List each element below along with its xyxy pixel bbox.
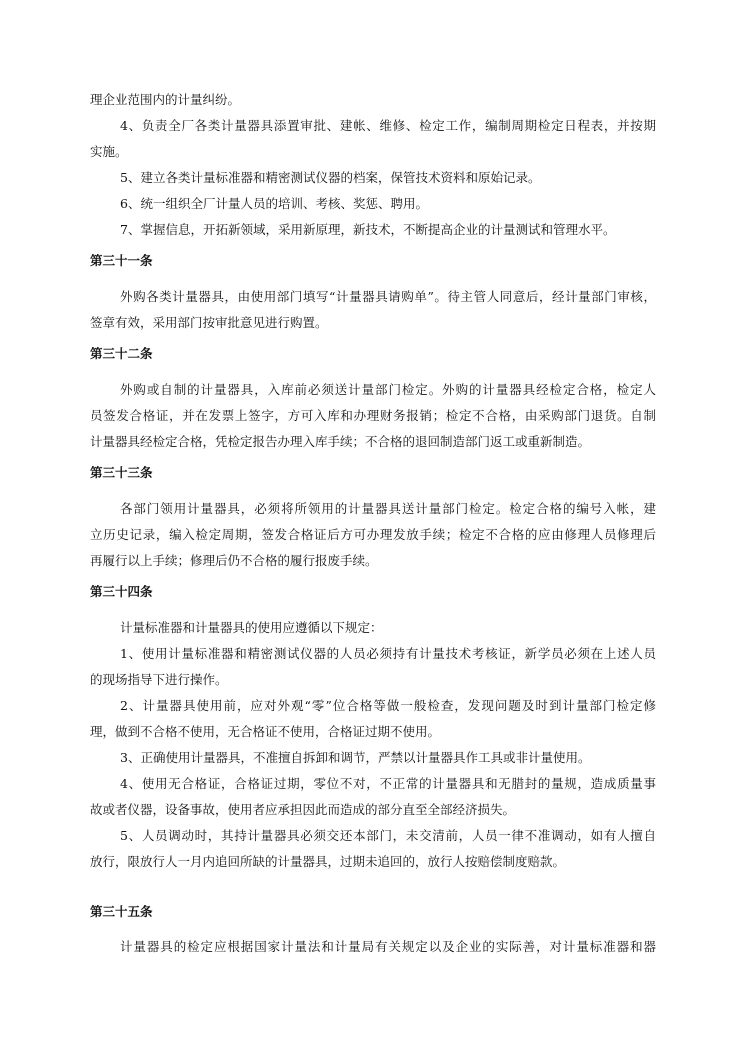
text-line: 立历史记录，编入检定周期，签发合格证后方可办理发放手续；检定不合格的应由修理人员修理后 bbox=[90, 527, 656, 542]
text-line: 再履行以上手续；修理后仍不合格的履行报废手续。 bbox=[90, 553, 378, 568]
text-line: 理企业范围内的计量纠纷。 bbox=[90, 92, 241, 107]
text-line: 5、人员调动时，其持计量器具必须交还本部门，未交清前，人员一律不准调动，如有人擅自 bbox=[120, 828, 656, 843]
text-line: 7、掌握信息，开拓新领域，采用新原理，新技术，不断提高企业的计量测试和管理水平。 bbox=[120, 222, 616, 237]
text-line: 1、使用计量标准器和精密测试仪器的人员必须持有计量技术考核证，新学员必须在上述人员 bbox=[120, 646, 656, 661]
text-line: 的现场指导下进行操作。 bbox=[90, 672, 228, 687]
text-line: 放行，限放行人一月内追回所缺的计量器具，过期未追回的，放行人按赔偿制度赔款。 bbox=[90, 854, 566, 869]
text-line: 签章有效，采用部门按审批意见进行购置。 bbox=[90, 315, 328, 330]
text-line: 4、使用无合格证，合格证过期，零位不对，不正常的计量器具和无腊封的量规，造成质量事 bbox=[120, 776, 656, 791]
article-heading: 第三十四条 bbox=[90, 584, 153, 599]
text-line: 员签发合格证，并在发票上签字，方可入库和办理财务报销；检定不合格，由采购部门退货。自制 bbox=[90, 408, 656, 423]
text-line: 4、负责全厂各类计量器具添置审批、建帐、维修、检定工作，编制周期检定日程表，并按期 bbox=[120, 118, 656, 133]
article-heading: 第三十二条 bbox=[90, 346, 153, 361]
text-line: 5、建立各类计量标准器和精密测试仪器的档案，保管技术资料和原始记录。 bbox=[120, 170, 541, 185]
text-line: 计量器具的检定应根据国家计量法和计量局有关规定以及企业的实际善，对计量标准器和器 bbox=[120, 939, 656, 954]
text-line: 3、正确使用计量器具，不准擅自拆卸和调节，严禁以计量器具作工具或非计量使用。 bbox=[120, 750, 591, 765]
text-line: 外购或自制的计量器具，入库前必须送计量部门检定。外购的计量器具经检定合格，检定人 bbox=[120, 382, 656, 397]
article-heading: 第三十五条 bbox=[90, 904, 153, 919]
article-heading: 第三十一条 bbox=[90, 253, 153, 268]
text-line: 6、统一组织全厂计量人员的培训、考核、奖惩、聘用。 bbox=[120, 196, 428, 211]
text-line: 实施。 bbox=[90, 144, 128, 159]
text-line: 2、计量器具使用前，应对外观“零”位合格等做一般检查，发现问题及时到计量部门检定修 bbox=[120, 698, 656, 713]
text-line: 计量标准器和计量器具的使用应遵循以下规定： bbox=[120, 620, 383, 635]
article-heading: 第三十三条 bbox=[90, 465, 153, 480]
text-line: 各部门领用计量器具，必须将所领用的计量器具送计量部门检定。检定合格的编号入帐，建 bbox=[120, 501, 656, 516]
text-line: 理，做到不合格不使用，无合格证不使用，合格证过期不使用。 bbox=[90, 724, 441, 739]
text-line: 计量器具经检定合格，凭检定报告办理入库手续；不合格的退回制造部门返工或重新制造。 bbox=[90, 434, 591, 449]
text-line: 外购各类计量器具，由使用部门填写“计量器具请购单”。待主管人同意后，经计量部门审核， bbox=[120, 289, 656, 304]
text-line: 故或者仪器，设备事故，使用者应承担因此而造成的部分直至全部经济损失。 bbox=[90, 802, 516, 817]
